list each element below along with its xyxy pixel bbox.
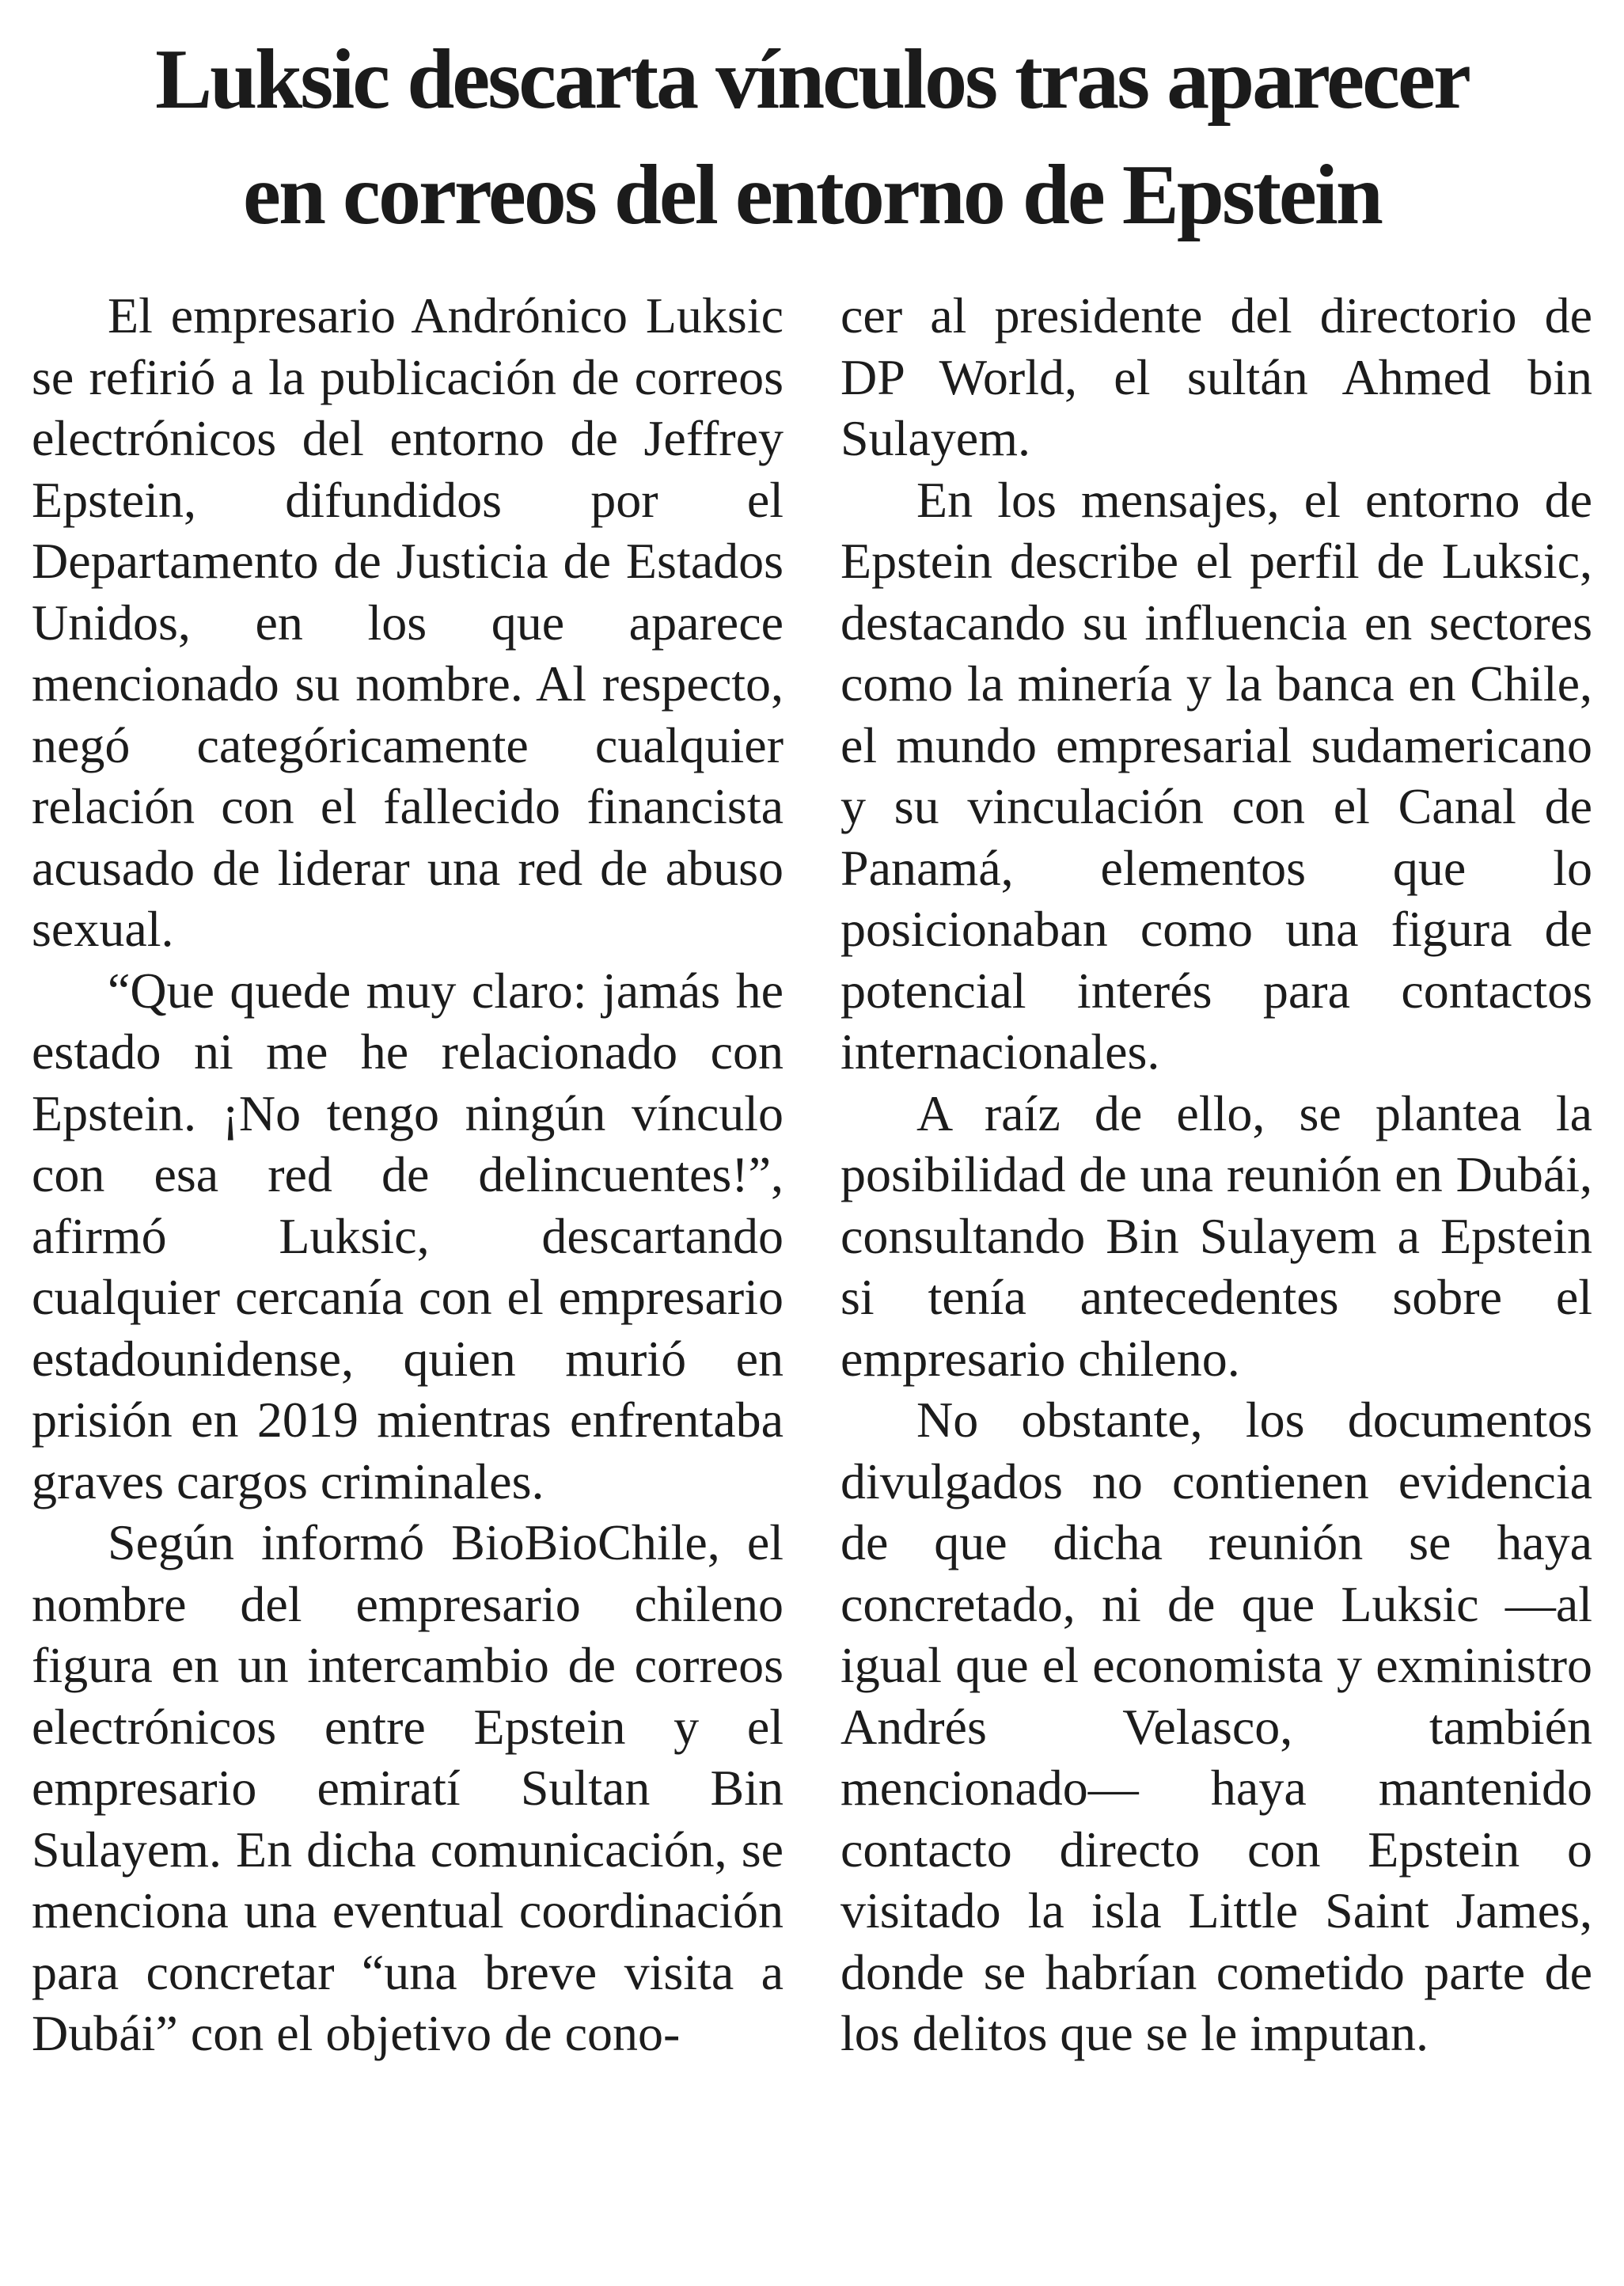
paragraph-quote: “Que quede muy claro: jamás he estado ni me he relacionado con Epstein. ¡No tengo ningún vínculo con esa red de delincuentes!”, afirmó Luksic, descartando cualquier cercanía con el empresario estadounidense, quien murió en prisión en 2019 mientras enfrentaba graves cargos criminales. (32, 962, 784, 1509)
paragraph-conclusion: No obstante, los documentos divulgados no contienen evidencia de que dicha reunión se haya concretado, ni de que Luksic —al igual que el economista y exministro Andrés Velasco, también mencionado— haya mantenido contacto directo con Epstein o visitado la isla Little Saint James, donde se habrían cometido parte de los delitos que se le imputan. (840, 1392, 1592, 2061)
paragraph-biobiochile: Según informó BioBioChile, el nombre del empresario chileno figura en un intercambio de correos electrónicos entre Epstein y el empresario emiratí Sultan Bin Sulayem. En dicha comunicación, se menciona una eventual coordinación para concretar “una breve visita a Dubái” con el objetivo de cono- (32, 1514, 784, 2061)
headline-line-1: Luksic descarta vínculos tras aparecer (155, 32, 1469, 127)
paragraph-continuation: cer al presidente del directorio de DP World, el sultán Ahmed bin Sulayem. (840, 287, 1592, 466)
column-right (840, 285, 1592, 2264)
paragraph-meeting: A raíz de ello, se plantea la posibilidad de una reunión en Dubái, consultando Bin Sulayem a Epstein si tenía antecedentes sobre el empresario chileno. (840, 1084, 1592, 1387)
article-headline (32, 22, 1592, 253)
headline-line-2: en correos del entorno de Epstein (243, 148, 1381, 242)
article-body (32, 285, 1592, 2264)
column-left (32, 285, 784, 2264)
paragraph-messages: En los mensajes, el entorno de Epstein describe el perfil de Luksic, destacando su influencia en sectores como la minería y la banca en Chile, el mundo empresarial sudamericano y su vinculación con el Canal de Panamá, elementos que lo posicionaban como una figura de potencial interés para contactos internacionales. (840, 471, 1592, 1080)
paragraph-intro: El empresario Andrónico Luksic se refirió a la publicación de correos electrónicos del entorno de Jeffrey Epstein, difundidos por el Departamento de Justicia de Estados Unidos, en los que aparece mencionado su nombre. Al respecto, negó categóricamente cualquier relación con el fallecido financista acusado de liderar una red de abuso sexual. (32, 287, 784, 957)
